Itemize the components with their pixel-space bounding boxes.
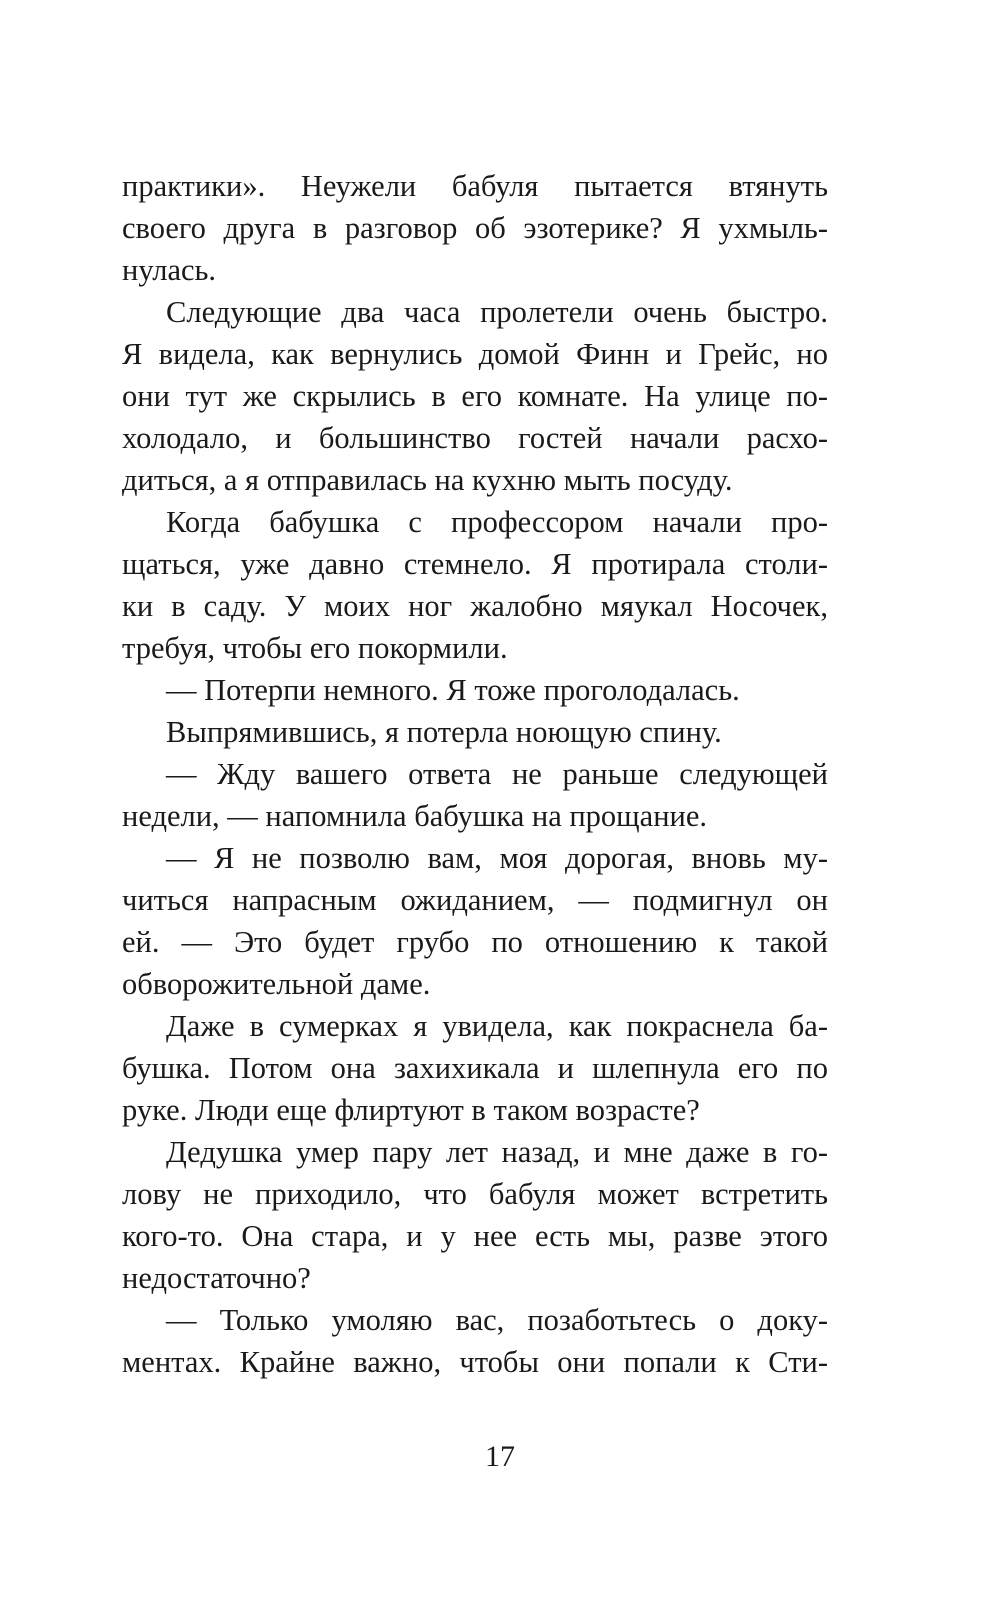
text-line: они тут же скрылись в его комнате. На улице по-: [122, 379, 828, 413]
body-text: [122, 165, 828, 1383]
page-number: 17: [485, 1440, 515, 1473]
text-line: — Жду вашего ответа не раньше следующей: [166, 757, 828, 791]
text-line: Следующие два часа пролетели очень быстро.: [166, 295, 828, 329]
text-line: холодало, и большинство гостей начали расхо-: [122, 421, 828, 455]
text-line: руке. Люди еще флиртуют в таком возрасте?: [122, 1093, 700, 1127]
text-line: ки в саду. У моих ног жалобно мяукал Носочек,: [122, 589, 828, 623]
text-line: обворожительной даме.: [122, 967, 431, 1001]
text-line: недостаточно?: [122, 1261, 311, 1295]
text-line: своего друга в разговор об эзотерике? Я ухмыль-: [122, 211, 828, 245]
text-line: требуя, чтобы его покормили.: [122, 631, 508, 665]
text-line: — Потерпи немного. Я тоже проголодалась.: [166, 673, 740, 707]
text-line: щаться, уже давно стемнело. Я протирала столи-: [122, 547, 828, 581]
text-line: Даже в сумерках я увидела, как покраснела ба-: [166, 1009, 828, 1043]
text-line: ментах. Крайне важно, чтобы они попали к Сти-: [122, 1345, 828, 1379]
text-line: ей. — Это будет грубо по отношению к такой: [122, 925, 828, 959]
text-line: практики». Неужели бабуля пытается втянуть: [122, 169, 828, 203]
text-line: лову не приходило, что бабуля может встретить: [122, 1177, 828, 1211]
text-line: кого-то. Она стара, и у нее есть мы, разве этого: [122, 1219, 828, 1253]
text-line: Дедушка умер пару лет назад, и мне даже в го-: [166, 1135, 828, 1169]
text-line: — Я не позволю вам, моя дорогая, вновь му-: [166, 841, 828, 875]
text-line: недели, — напомнила бабушка на прощание.: [122, 799, 708, 833]
text-line: Выпрямившись, я потерла ноющую спину.: [166, 715, 722, 749]
text-line: диться, а я отправилась на кухню мыть посуду.: [122, 463, 733, 497]
text-line: нулась.: [122, 253, 217, 287]
text-line: — Только умоляю вас, позаботьтесь о доку-: [166, 1303, 828, 1337]
text-line: читься напрасным ожиданием, — подмигнул он: [122, 883, 828, 917]
text-line: бушка. Потом она захихикала и шлепнула его по: [122, 1051, 828, 1085]
text-line: Я видела, как вернулись домой Финн и Грейс, но: [122, 337, 828, 371]
text-line: Когда бабушка с профессором начали про-: [166, 505, 828, 539]
